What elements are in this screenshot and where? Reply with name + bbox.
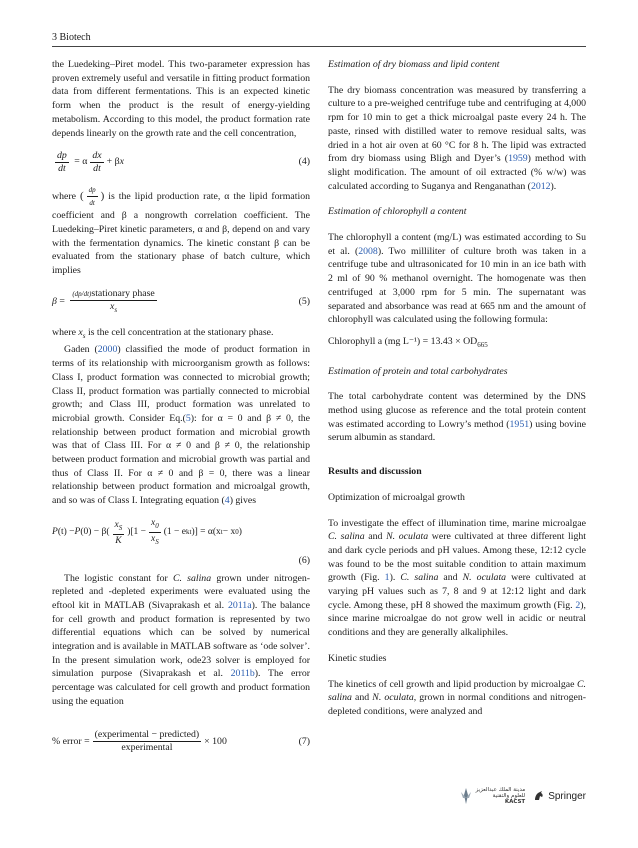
paragraph: the Luedeking–Piret model. This two-parameter expression has proven extremely useful and versatile in fitting product formation data from different fermentations. This is an expected kinetic form when the product is the result of energy-yielding metabolism. According to this model, the product formation rate depends linearly on the growth rate and the cell concentration,: [52, 59, 310, 139]
equation-number: (5): [298, 295, 310, 307]
subsection-heading: Optimization of microalgal growth: [328, 491, 465, 503]
equation-4: $\frac{dp}{dt}$ = α $\frac{dx}{dt}$ + βx (4): [57, 149, 310, 174]
paragraph: where $x_s$ is the cell concentration at the stationary phase.: [52, 326, 274, 340]
right-column: [328, 58, 586, 719]
paragraph: The logistic constant for C. salina grown under nitrogen-repleted and -depleted experiments were evaluated using the eftool kit in MATLAB (Sivaprakash et al. 2011a). The balance for cell growth and product formation is represented by two differential equations which can be solved by numerical integration and is available in MATLAB software as ‘ode solver’. In the present simulation work, ode23 solver is employed for simulation purpose (Sivaprakash et al. 2011b). The error percentage was calculated for cell growth and product formation using the equation: [52, 572, 310, 707]
figure-link[interactable]: 1: [384, 572, 390, 584]
equation-5: β = $\frac{\text{(dp/dt)stationary phase}}{x_s}$ (5): [52, 287, 310, 314]
citation-link[interactable]: 2011a: [227, 599, 252, 611]
citation-link[interactable]: 2000: [97, 344, 118, 356]
chlorophyll-formula: Chlorophyll a (mg $L^{-1}) = 13.43 \times OD_{665}$: [328, 335, 488, 349]
paragraph: The total carbohydrate content was determined by the DNS method using glucose as reference and the total protein content was estimated according to Lowry’s method (1951) using bovine serum albumin as standard.: [328, 391, 586, 444]
subsection-heading: Kinetic studies: [328, 652, 387, 664]
springer-horse-icon: [533, 790, 545, 802]
kacst-emblem-icon: [459, 786, 473, 806]
section-title: Estimation of chlorophyll a content: [328, 206, 467, 218]
paragraph: The dry biomass concentration was measured by transferring a culture to a pre-weighed centrifuge tube and centrifuging at 4,000 rpm for 10 min to get a thick microalgal paste every 24 h. The paste, rinsed with distilled water to remove residual salts, was dried in a hot air oven at 60 °C for 8 h. The lipid was extracted from dry biomass using Bligh and Dyer’s (1959) method with slight modification. The amount of oil extracted (% w/w) was calculated according to Suganya and Renganathan (2012).: [328, 84, 586, 192]
section-title: Estimation of protein and total carbohydrates: [328, 365, 508, 377]
footer-logos: [459, 786, 586, 806]
citation-link[interactable]: 1951: [509, 418, 530, 430]
equation-number: (4): [298, 156, 310, 168]
kacst-logo: مدينة الملك عبدالعزيز للعلوم والتقنية KACST: [459, 786, 526, 806]
paragraph: Gaden (2000) classified the mode of product formation in terms of its relationship with microorganism growth as follows: Class I, product formation was connected to microbial growth; Class II, product formation was partially connected to microbial growth; and Class III, product formation was unrelated to microbial growth. Consider Eq.(5): for α = 0 and β ≠ 0, the relationship between product formation and microbial growth was that of Class III. For α ≠ 0 and β ≠ 0, the relationship between product formation and microbial growth was partial and thus of Class II. For α ≠ 0 and β = 0, there was a linear relationship between product formation and microalgal growth, and so was of Class I. Integrating equation (4) gives: [52, 344, 311, 507]
paragraph: To investigate the effect of illumination time, marine microalgae C. salina and N. oculata were cultivated at three different light and dark cycle periods and pH values. Among these, 12:12 cycle was found to be the most suitable condition to attain maximum growth (Fig. 1). C. salina and N. oculata were cultivated at varying pH values such as 7, 8 and 9 at 12:12 light and dark cycle. Among these, pH 8 showed the maximum growth (Fig. 2), since marine microalgae do not grow well in acidic or neutral conditions and they are generally alkaliphiles.: [328, 517, 586, 639]
equation-7: % error = $\frac{\text{(experimental − predicted)}}{\text{experimental}}$ × 100 (7): [52, 729, 310, 754]
paragraph: The kinetics of cell growth and lipid production by microalgae C. salina and N. oculata, grown in normal conditions and nitrogen-depleted conditions, were analyzed and: [328, 678, 586, 717]
figure-link[interactable]: 2: [575, 599, 581, 611]
citation-link[interactable]: 2012: [530, 180, 551, 192]
paragraph: The chlorophyll a content (mg/L) was estimated according to Su et al. (2008). Two milliliter of culture broth was taken in a centrifuge tube and ultrasonicated for 10 min in an ice bath with 2 ml of 90 % methanol overnight. The homogenate was then centrifuged at 3,000 rpm for 5 min. The supernatant was separated and absorbance was read at 665 nm and the amount of chlorophyll was calculated using the following formula:: [328, 232, 586, 326]
citation-link[interactable]: 1959: [508, 153, 528, 165]
citation-link[interactable]: 2011b: [230, 668, 255, 680]
equation-number: (6): [298, 554, 310, 566]
running-title: 3 Biotech: [52, 32, 91, 43]
springer-logo: Springer: [533, 790, 586, 802]
citation-link[interactable]: 2008: [358, 245, 378, 257]
section-heading: Results and discussion: [328, 466, 422, 478]
section-title: Estimation of dry biomass and lipid content: [328, 59, 500, 70]
paragraph: where ( $\frac{dp}{dt}$ ) is the lipid production rate, α the lipid formation coefficient and β a nongrowth correlation coefficient. The Luedeking–Piret kinetic parameters, α and β, depend on and vary with the fermentation dynamics. The kinetic constant β can be evaluated from the stationary phase of batch culture, which implies: [52, 186, 310, 277]
header-rule: [52, 46, 586, 47]
equation-6: P (t) − P (0) − β( $\frac{x_S}{K}$ )[1 − $\frac{x_0}{x_S}$ (1 − e kt )] = α(x t − x 0 ): [52, 518, 242, 547]
equation-link[interactable]: 4: [224, 495, 230, 507]
equation-link[interactable]: 5: [185, 412, 191, 424]
left-column: [52, 58, 310, 765]
equation-number: (7): [298, 735, 310, 747]
